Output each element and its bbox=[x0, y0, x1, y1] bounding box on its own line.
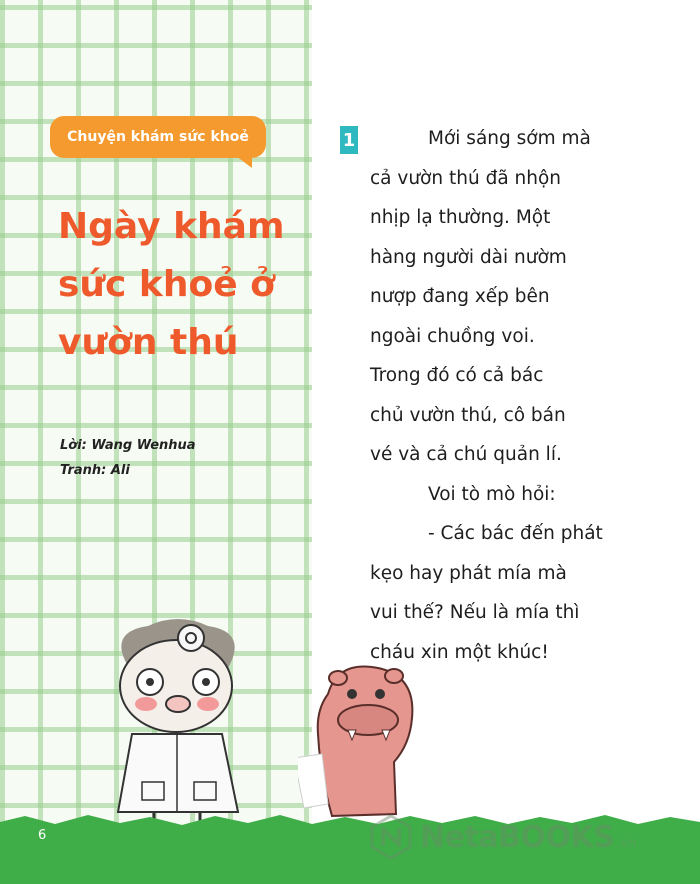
author-credit: Lời: Wang Wenhua bbox=[60, 438, 196, 453]
story-line: Trong đó có cả bác bbox=[370, 365, 544, 386]
story-line: nhịp lạ thường. Một bbox=[370, 207, 551, 228]
story-line: vui thế? Nếu là mía thì bbox=[370, 602, 580, 623]
story-line: cháu xin một khúc! bbox=[370, 641, 549, 663]
story-body bbox=[370, 119, 670, 672]
story-line: hàng người dài nườm bbox=[370, 246, 567, 268]
story-line: Mới sáng sớm mà bbox=[428, 128, 591, 149]
story-line: Voi tò mò hỏi: bbox=[428, 483, 556, 505]
story-line: kẹo hay phát mía mà bbox=[370, 562, 567, 584]
title-line: vườn thú bbox=[58, 322, 239, 363]
page-number: 6 bbox=[38, 828, 47, 843]
netabooks-logo-icon bbox=[368, 814, 414, 860]
story-line: vé và cả chú quản lí. bbox=[370, 444, 562, 465]
hippo-illustration bbox=[298, 654, 422, 824]
watermark-text: NetaBOOKS bbox=[420, 819, 615, 855]
chapter-number-badge: 1 bbox=[340, 126, 358, 154]
story-line: ngoài chuồng voi. bbox=[370, 325, 535, 347]
title-line: sức khoẻ ở bbox=[58, 264, 275, 305]
story-line: chủ vườn thú, cô bán bbox=[370, 404, 566, 426]
illustrator-credit: Tranh: Ali bbox=[60, 463, 130, 478]
category-tag-tail bbox=[228, 150, 252, 168]
doctor-pig-illustration bbox=[88, 612, 258, 834]
story-line: nượp đang xếp bên bbox=[370, 286, 550, 307]
story-line: - Các bác đến phát bbox=[428, 523, 603, 544]
story-title bbox=[58, 198, 308, 372]
title-line: Ngày khám bbox=[58, 206, 285, 247]
category-label: Chuyện khám sức khoẻ bbox=[67, 129, 249, 145]
story-line: cả vườn thú đã nhộn bbox=[370, 167, 562, 189]
watermark bbox=[368, 814, 636, 860]
watermark-suffix: .vn bbox=[616, 835, 637, 851]
